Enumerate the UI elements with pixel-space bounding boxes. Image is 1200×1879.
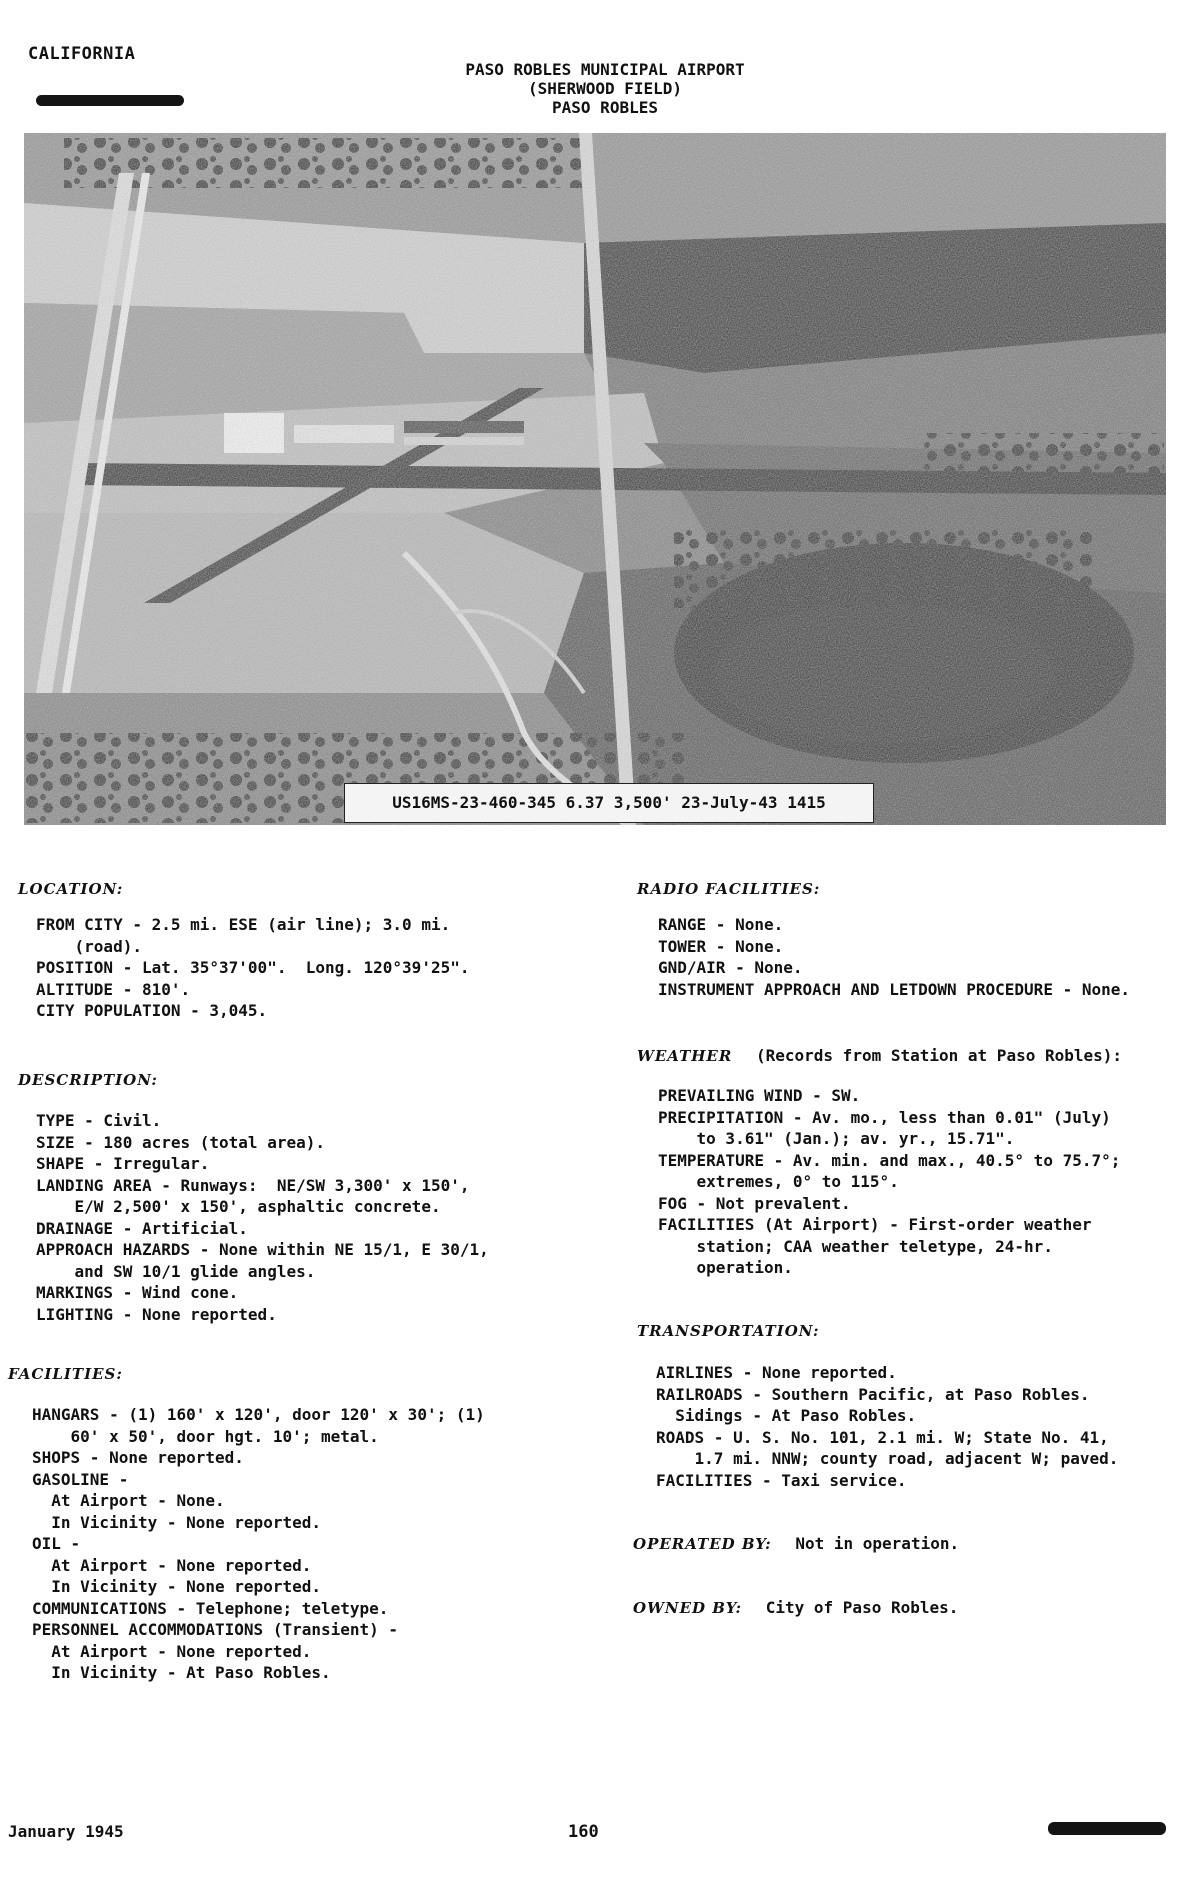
footer-date: January 1945 (8, 1822, 124, 1841)
weather-line: FOG - Not prevalent. (658, 1193, 851, 1213)
transportation-line: AIRLINES - None reported. (656, 1363, 897, 1382)
radio-heading: RADIO FACILITIES: (637, 880, 821, 898)
owned-by-heading: OWNED BY: (633, 1599, 743, 1617)
facilities-line: In Vicinity - At Paso Robles. (32, 1663, 331, 1682)
weather-line: station; CAA weather teletype, 24-hr. (658, 1236, 1053, 1256)
description-section (36, 1110, 489, 1325)
location-line: FROM CITY - 2.5 mi. ESE (air line); 3.0 mi. (36, 915, 451, 934)
location-section (36, 914, 469, 1022)
facilities-line: PERSONNEL ACCOMMODATIONS (Transient) - (32, 1620, 399, 1639)
weather-line: operation. (658, 1258, 793, 1277)
radio-line: TOWER - None. (658, 936, 784, 956)
transportation-line: ROADS - U. S. No. 101, 2.1 mi. W; State No. 41, (656, 1427, 1109, 1447)
facilities-line: In Vicinity - None reported. (32, 1577, 321, 1596)
location-heading: LOCATION: (18, 880, 124, 898)
transportation-heading: TRANSPORTATION: (637, 1322, 820, 1340)
transportation-line: Sidings - At Paso Robles. (656, 1406, 917, 1425)
description-heading: DESCRIPTION: (18, 1071, 158, 1089)
description-line: and SW 10/1 glide angles. (36, 1261, 316, 1281)
facilities-line: HANGARS - (1) 160' x 120', door 120' x 30'; (1) (32, 1405, 485, 1424)
owned-by-row (633, 1598, 958, 1617)
airport-alt-name: (SHERWOOD FIELD) (527, 79, 683, 98)
description-line: LANDING AREA - Runways: NE/SW 3,300' x 150', (36, 1175, 470, 1195)
facilities-section (32, 1404, 485, 1684)
description-line: TYPE - Civil. (36, 1111, 162, 1130)
weather-line: to 3.61" (Jan.); av. yr., 15.71". (658, 1129, 1015, 1148)
transportation-line: FACILITIES - Taxi service. (656, 1470, 907, 1490)
radio-section (658, 914, 1130, 1000)
description-line: APPROACH HAZARDS - None within NE 15/1, E 30/1, (36, 1240, 489, 1259)
weather-heading-row (637, 1046, 1122, 1065)
radio-line: RANGE - None. (658, 915, 784, 934)
owned-by-value: City of Paso Robles. (765, 1598, 959, 1617)
transportation-section (656, 1362, 1118, 1491)
operated-by-row (633, 1534, 959, 1553)
aerial-photo-graphic (24, 133, 1166, 825)
operated-by-heading: OPERATED BY: (633, 1535, 772, 1553)
facilities-line: 60' x 50', door hgt. 10'; metal. (32, 1426, 379, 1446)
facilities-line: OIL - (32, 1534, 81, 1553)
location-line: ALTITUDE - 810'. (36, 979, 191, 999)
weather-heading: WEATHER (637, 1047, 733, 1065)
state-label: CALIFORNIA (28, 44, 136, 64)
facilities-line: COMMUNICATIONS - Telephone; teletype. (32, 1598, 389, 1618)
airport-header (0, 60, 1200, 117)
facilities-line: GASOLINE - (32, 1469, 129, 1489)
photo-caption: US16MS-23-460-345 6.37 3,500' 23-July-43 1415 (344, 783, 874, 823)
description-line: MARKINGS - Wind cone. (36, 1283, 239, 1302)
airport-city: PASO ROBLES (552, 98, 658, 117)
facilities-line: At Airport - None. (32, 1491, 225, 1510)
description-line: SIZE - 180 acres (total area). (36, 1132, 325, 1152)
facilities-heading: FACILITIES: (8, 1365, 123, 1383)
description-line: LIGHTING - None reported. (36, 1304, 277, 1324)
airport-name: PASO ROBLES MUNICIPAL AIRPORT (465, 60, 745, 79)
transportation-line: 1.7 mi. NNW; county road, adjacent W; paved. (656, 1449, 1119, 1468)
radio-line: GND/AIR - None. (658, 958, 803, 977)
weather-section (658, 1085, 1120, 1279)
weather-note: (Records from Station at Paso Robles): (755, 1046, 1123, 1065)
weather-line: PREVAILING WIND - SW. (658, 1086, 861, 1105)
weather-line: FACILITIES (At Airport) - First-order weather (658, 1215, 1092, 1234)
radio-line: INSTRUMENT APPROACH AND LETDOWN PROCEDURE - None. (658, 979, 1131, 999)
transportation-line: RAILROADS - Southern Pacific, at Paso Robles. (656, 1384, 1090, 1404)
aerial-photo (24, 133, 1166, 825)
description-line: DRAINAGE - Artificial. (36, 1218, 248, 1238)
weather-line: PRECIPITATION - Av. mo., less than 0.01" (July) (658, 1107, 1111, 1127)
operated-by-value: Not in operation. (795, 1534, 960, 1553)
weather-line: TEMPERATURE - Av. min. and max., 40.5° to 75.7°; (658, 1150, 1121, 1170)
description-line: SHAPE - Irregular. (36, 1154, 210, 1173)
location-line: (road). (36, 936, 142, 956)
location-line: POSITION - Lat. 35°37'00". Long. 120°39'25". (36, 958, 470, 977)
facilities-line: At Airport - None reported. (32, 1555, 312, 1575)
weather-line: extremes, 0° to 115°. (658, 1172, 899, 1191)
page-number: 160 (568, 1822, 599, 1842)
facilities-line: At Airport - None reported. (32, 1641, 312, 1661)
facilities-line: In Vicinity - None reported. (32, 1512, 321, 1532)
description-line: E/W 2,500' x 150', asphaltic concrete. (36, 1197, 441, 1216)
redaction-mark-bottom (1048, 1822, 1166, 1835)
location-line: CITY POPULATION - 3,045. (36, 1001, 268, 1020)
facilities-line: SHOPS - None reported. (32, 1448, 244, 1467)
